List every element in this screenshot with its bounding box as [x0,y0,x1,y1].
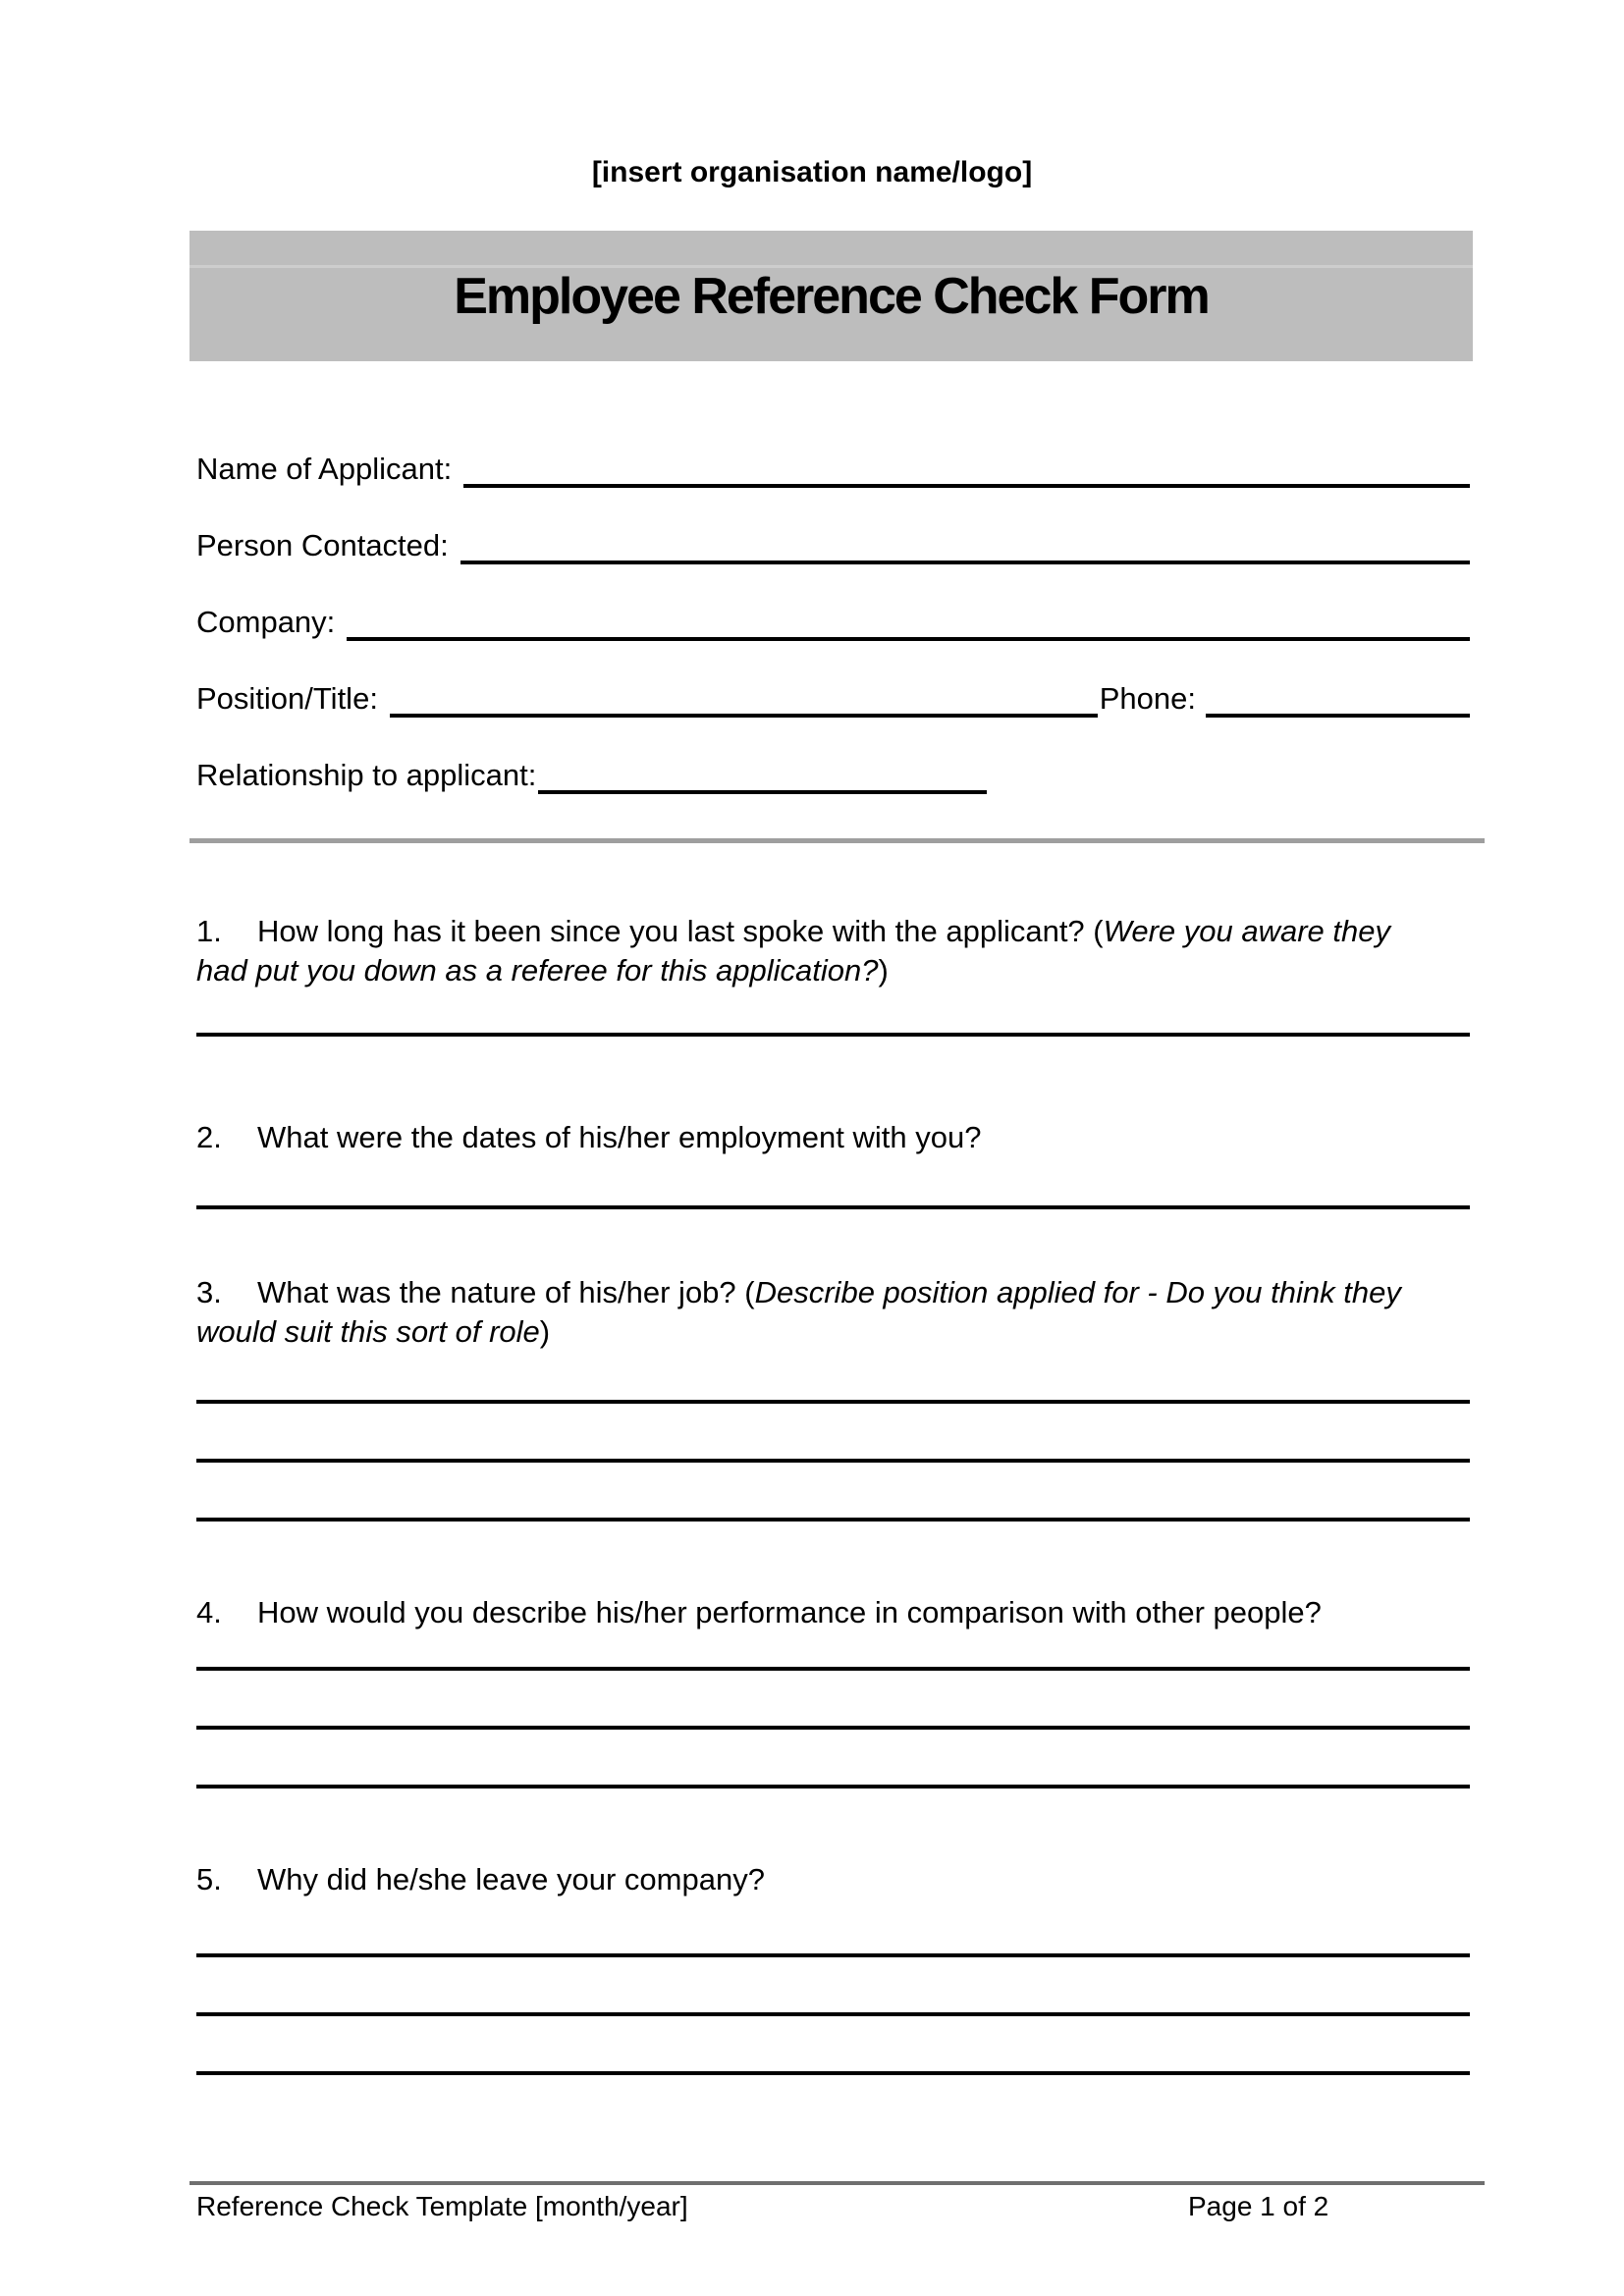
position-title-label: Position/Title: [196,681,378,716]
position-title-blank[interactable] [390,714,1098,718]
question-1 [196,912,1571,990]
phone-blank[interactable] [1206,714,1470,718]
question-4-number: 4. [196,1595,222,1629]
question-1-answer-line[interactable] [196,1033,1470,1037]
question-3-suffix: ) [539,1314,551,1349]
question-4-text: How would you describe his/her performance in comparison with other people? [257,1595,1322,1629]
company-label: Company: [196,605,336,639]
footer-template-label: Reference Check Template [month/year] [196,2191,688,2221]
question-4-answer-line[interactable] [196,1785,1470,1789]
person-contacted-field [196,515,1470,564]
phone-label: Phone: [1099,681,1196,716]
question-3 [196,1273,1571,1352]
question-3-text: What was the nature of his/her job? ( [257,1275,755,1309]
question-1-italic-line1: Were you aware they [1103,914,1390,948]
company-field [196,592,1470,641]
footer-page-number: Page 1 of 2 [1188,2191,1329,2221]
question-3-italic-line2: would suit this sort of role [196,1314,540,1349]
question-3-italic-line1: Describe position applied for - Do you think they [754,1275,1401,1309]
question-1-suffix: ) [878,953,889,988]
question-4-answer-line[interactable] [196,1726,1470,1730]
question-4-answer-line[interactable] [196,1667,1470,1671]
name-of-applicant-field [196,439,1470,488]
question-3-answer-line[interactable] [196,1518,1470,1522]
question-4 [196,1593,1571,1632]
question-1-text: How long has it been since you last spoke with the applicant? ( [257,914,1104,948]
company-blank[interactable] [347,637,1470,641]
question-1-number: 1. [196,914,222,948]
question-2-number: 2. [196,1120,222,1154]
question-5-answer-line[interactable] [196,1953,1470,1957]
question-3-number: 3. [196,1275,222,1309]
position-phone-field [196,668,1470,718]
name-of-applicant-label: Name of Applicant: [196,452,453,486]
form-title: Employee Reference Check Form [454,267,1209,325]
name-of-applicant-blank[interactable] [463,484,1470,488]
title-banner [189,231,1473,361]
question-5 [196,1860,1571,1899]
relationship-field [196,745,1470,794]
question-3-answer-line[interactable] [196,1400,1470,1404]
question-1-italic-line2: had put you down as a referee for this application? [196,953,879,988]
question-2-answer-line[interactable] [196,1205,1470,1209]
person-contacted-label: Person Contacted: [196,528,449,562]
question-5-answer-line[interactable] [196,2071,1470,2075]
question-2-text: What were the dates of his/her employment with you? [257,1120,982,1154]
person-contacted-blank[interactable] [460,561,1470,564]
section-divider [189,838,1485,843]
question-3-answer-line[interactable] [196,1459,1470,1463]
question-5-answer-line[interactable] [196,2012,1470,2016]
organisation-name-placeholder: [insert organisation name/logo] [591,156,1033,188]
question-2 [196,1118,1571,1157]
footer-divider [189,2181,1485,2185]
question-5-number: 5. [196,1862,222,1896]
relationship-blank[interactable] [538,790,987,794]
question-5-text: Why did he/she leave your company? [257,1862,765,1896]
relationship-label: Relationship to applicant: [196,758,537,792]
